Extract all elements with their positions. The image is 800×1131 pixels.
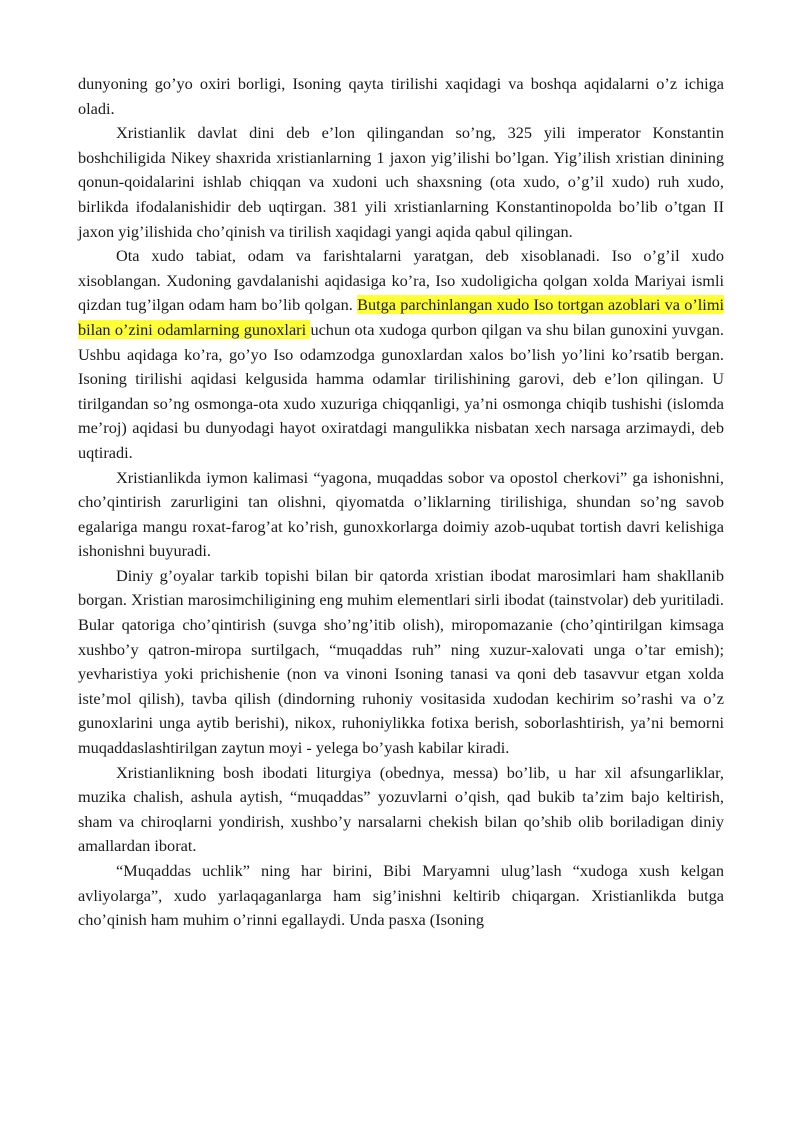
paragraph-creed: Xristianlikda iymon kalimasi “yagona, muqaddas sobor va opostol cherkovi” ga ishonishni, cho’qintirish zarurligini tan olishni, qiyomatda o’liklarning tirilishiga, shundan so’ng savob egalariga mangu roxat-farog’at ko’rish, gunoxkorlarga doimiy azob-uqubat tortish davri kelishiga ishonishni buyuradi. [78, 467, 724, 561]
paragraph-holy-trinity-veneration: “Muqaddas uchlik” ning har birini, Bibi Maryamni ulug’lash “xudoga xush kelgan avliyolarga”, xudo yarlaqaganlarga ham sig’inishni keltirib chiqargan. Xristianlikda butga cho’qinish ham muhim o’rinni egallaydi. Unda pasxa (Isoning [78, 861, 724, 930]
document-page [78, 72, 724, 933]
paragraph-continuation: dunyoning go’yo oxiri borligi, Isoning qayta tirilishi xaqidagi va boshqa aqidalarni o’z ichiga oladi. [78, 74, 724, 118]
paragraph-liturgy: Xristianlikning bosh ibodati liturgiya (obednya, messa) bo’lib, u har xil afsungarliklar, muzika chalish, ashula aytish, “muqaddas” yozuvlarni o’qish, qad bukib ta’zim bajo keltirish, sham va chiroqlarni yondirish, xushbo’y narsalarni chekish bilan qo’shib olib boriladigan diniy amallardan iborat. [78, 762, 724, 856]
paragraph-nikey-council: Xristianlik davlat dini deb e’lon qilingandan so’ng, 325 yili imperator Konstantin boshchiligida Nikey shaxrida xristianlarning 1 jaxon yig’ilishi bo’lgan. Yig’ilish xristian dinining qonun-qoidalarini ishlab chiqqan va xudoni uch shaxsning (ota xudo, o’g’il xudo) ruh xudo, birlikda ifodalanishidir deb uqtirgan. 381 yili xristianlarning Konstantinopolda bo’lib o’tgan II jaxon yig’ilishida cho’qinish va tirilish xaqidagi yangi aqida qabul qilingan. [78, 123, 724, 241]
paragraph-text-after-highlight: uchun ota xudoga qurbon qilgan va shu bilan gunoxini yuvgan. Ushbu aqidaga ko’ra, go’yo Iso odamzodga gunoxlardan xalos bo’lish yo’lini ko’rsatib bergan. Isoning tirilishi aqidasi kelgusida hamma odamlar tirilishining garovi, deb e’lon qilingan. U tirilgandan so’ng osmonga-ota xudo xuzuriga chiqqanligi, ya’ni osmonga chiqib tushishi (islomda me’roj) aqidasi bu dunyodagi hayot oxiratdagi mangulikka nisbatan xech narsaga arzimaydi, deb uqtiradi. [78, 319, 725, 462]
paragraph-text-before-highlight: Ota xudo tabiat, odam va farishtalarni yaratgan, deb xisoblanadi. Iso o’g’il xudo xisoblangan. Xudoning gavdalanishi aqidasiga ko’ra, Iso xudoligicha qolgan xolda Mariyai ismli qizdan tug’ilgan odam ham bo’lib qolgan. [78, 246, 724, 315]
highlighted-text: Butga parchinlangan xudo Iso tortgan azoblari va o’limi bilan o’zini odamlarning gunoxlari [78, 295, 725, 339]
paragraph-trinity [78, 244, 724, 465]
paragraph-sacraments: Diniy g’oyalar tarkib topishi bilan bir qatorda xristian ibodat marosimlari ham shakllanib borgan. Xristian marosimchiligining eng muhim elementlari sirli ibodat (tainstvolar) deb yuritiladi. Bular qatoriga cho’qintirish (suvga sho’ng’itib olish), miropomazanie (cho’qintirilgan kimsaga xushbo’y qatron-miropa surtilgach, “muqaddas ruh” ning xuzur-xalovati unga o’tar emish); yevharistiya yoki prichishenie (non va vinoni Isoning tanasi va qoni deb tasavvur etgan xolda iste’mol qilish), tavba qilish (dindorning ruhoniy vositasida xudodan kechirim so’rashi va o’z gunoxlarini unga aytib berishi), nikox, ruhoniylikka fotixa berish, soborlashtirish, ya’ni bemorni muqaddaslashtirilgan zaytun moyi - yelega bo’yash kabilar kiradi. [78, 565, 724, 758]
